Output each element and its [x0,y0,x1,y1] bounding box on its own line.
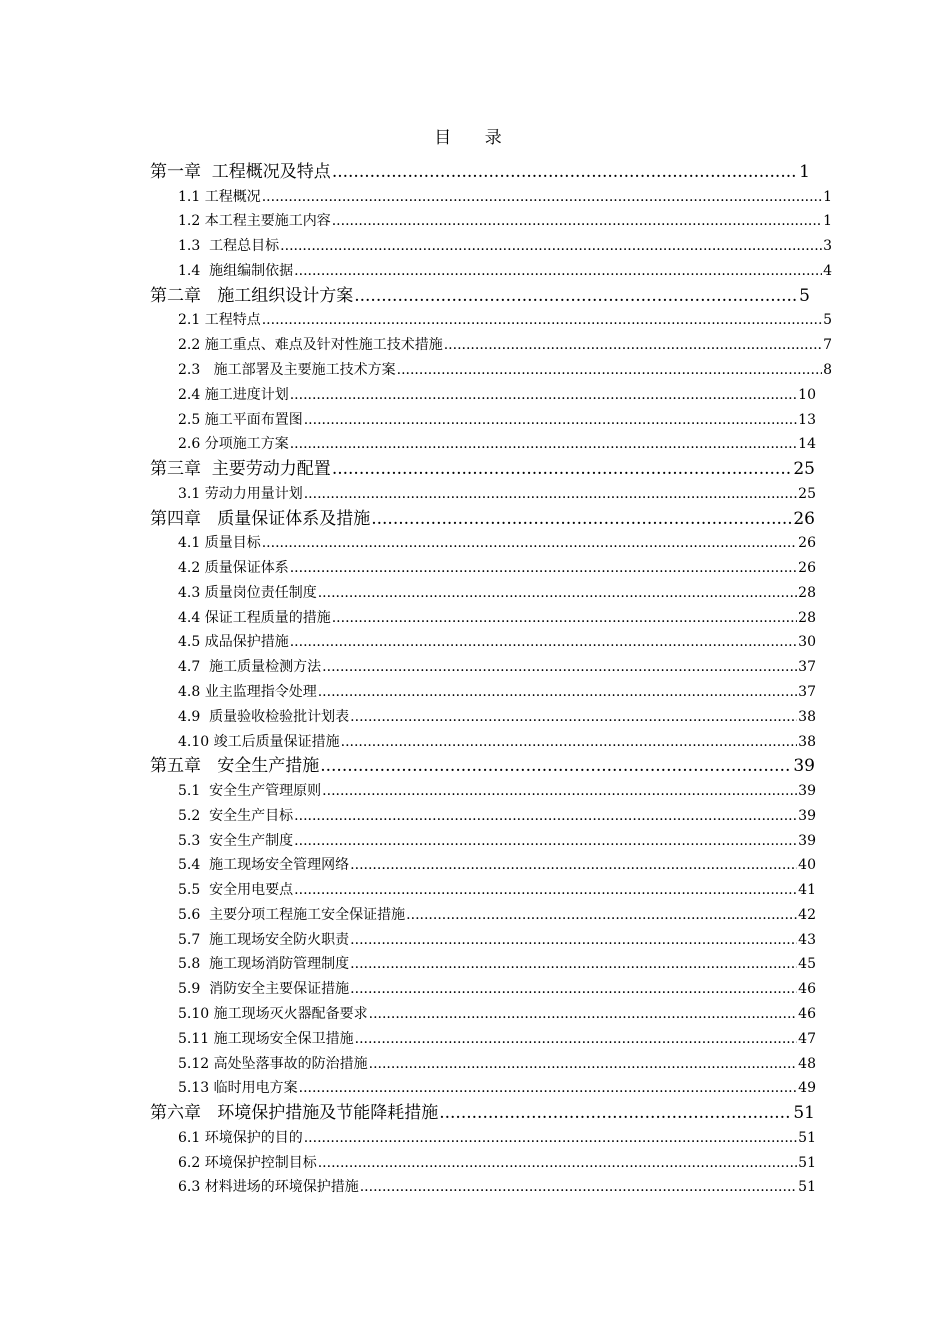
toc-section-row[interactable] [150,705,816,730]
toc-entry-label: 6.3 材料进场的环境保护措施 [178,1179,359,1196]
toc-entry-label: 第五章 安全生产措施 [150,756,320,777]
toc-dot-leader [294,259,822,284]
toc-entry-label: 2.2 施工重点、难点及针对性施工技术措施 [178,337,443,354]
toc-section-row[interactable] [150,977,816,1002]
toc-dot-leader [444,333,822,358]
toc-section-row[interactable] [150,432,816,457]
table-of-contents [150,160,832,1200]
toc-dot-leader [355,1027,798,1052]
toc-entry-label: 4.4 保证工程质量的措施 [178,609,331,626]
toc-page-number: 1 [823,213,832,230]
toc-dot-leader [280,234,822,259]
toc-entry-label: 第二章 施工组织设计方案 [150,285,354,306]
toc-page-number: 47 [798,1030,816,1047]
toc-section-row[interactable] [150,185,832,210]
toc-section-row[interactable] [150,408,816,433]
toc-dot-leader [294,878,797,903]
toc-page-number: 10 [798,386,816,403]
toc-dot-leader [290,383,797,408]
toc-dot-leader [369,1052,798,1077]
toc-section-row[interactable] [150,1076,816,1101]
toc-chapter-row[interactable] [150,507,815,532]
toc-dot-leader [304,408,797,433]
toc-section-row[interactable] [150,581,816,606]
toc-entry-label: 5.12 高处坠落事故的防治措施 [178,1055,368,1072]
toc-entry-label: 5.13 临时用电方案 [178,1080,298,1097]
toc-section-row[interactable] [150,234,832,259]
toc-chapter-row[interactable] [150,754,815,779]
toc-entry-label: 第一章 工程概况及特点 [150,162,331,182]
toc-entry-label: 5.3 安全生产制度 [178,832,294,849]
toc-entry-label: 4.7 施工质量检测方法 [178,659,322,676]
toc-entry-label: 第六章 环境保护措施及节能降耗措施 [150,1103,439,1124]
toc-dot-leader [341,730,798,755]
toc-page-number: 39 [798,807,816,824]
toc-section-row[interactable] [150,333,832,358]
toc-title: 目 录 [434,128,516,148]
toc-chapter-row[interactable] [150,284,810,309]
toc-page-number: 13 [798,411,816,428]
toc-dot-leader [262,308,822,333]
toc-dot-leader [294,804,797,829]
toc-page-number: 51 [798,1154,816,1171]
toc-page-number: 46 [798,981,816,998]
toc-entry-label: 5.5 安全用电要点 [178,882,294,899]
toc-section-row[interactable] [150,829,816,854]
toc-dot-leader [320,754,792,779]
toc-entry-label: 5.9 消防安全主要保证措施 [178,981,350,998]
toc-entry-label: 5.6 主要分项工程施工安全保证措施 [178,906,406,923]
toc-dot-leader [397,358,822,383]
toc-section-row[interactable] [150,556,816,581]
toc-page-number: 43 [798,931,816,948]
toc-page-number: 38 [798,708,816,725]
toc-page-number: 7 [823,337,832,354]
toc-section-row[interactable] [150,680,816,705]
toc-page-number: 5 [799,285,810,306]
toc-section-row[interactable] [150,1027,816,1052]
toc-entry-label: 5.2 安全生产目标 [178,807,294,824]
toc-dot-leader [354,284,798,309]
toc-page-number: 3 [823,238,832,255]
toc-dot-leader [350,952,797,977]
toc-dot-leader [406,903,797,928]
toc-entry-label: 4.1 质量目标 [178,535,261,552]
toc-dot-leader [299,1076,798,1101]
toc-dot-leader [332,160,798,185]
toc-entry-label: 2.3 施工部署及主要施工技术方案 [178,361,396,378]
toc-section-row[interactable] [150,1175,816,1200]
toc-page-number: 49 [798,1080,816,1097]
toc-dot-leader [290,432,797,457]
toc-page-number: 30 [798,634,816,651]
toc-section-row[interactable] [150,730,816,755]
toc-page-number: 39 [798,782,816,799]
toc-section-row[interactable] [150,1052,816,1077]
toc-section-row[interactable] [150,1126,816,1151]
toc-entry-label: 2.6 分项施工方案 [178,436,289,453]
toc-page-number: 51 [793,1103,815,1124]
toc-dot-leader [332,209,822,234]
toc-section-row[interactable] [150,779,816,804]
toc-section-row[interactable] [150,655,816,680]
toc-entry-label: 5.8 施工现场消防管理制度 [178,956,350,973]
toc-page-number: 39 [798,832,816,849]
toc-page-number: 26 [798,559,816,576]
toc-dot-leader [332,606,797,631]
toc-dot-leader [350,705,797,730]
toc-entry-label: 4.5 成品保护措施 [178,634,289,651]
toc-dot-leader [318,581,797,606]
toc-dot-leader [304,1126,797,1151]
toc-dot-leader [318,1151,797,1176]
toc-page-number: 5 [823,312,832,329]
toc-dot-leader [322,779,797,804]
toc-page-number: 46 [798,1006,816,1023]
toc-page-number: 41 [798,882,816,899]
toc-dot-leader [304,482,797,507]
toc-entry-label: 6.1 环境保护的目的 [178,1129,303,1146]
toc-page-number: 28 [798,584,816,601]
toc-entry-label: 5.11 施工现场安全保卫措施 [178,1030,354,1047]
toc-page-number: 14 [798,436,816,453]
toc-entry-label: 4.2 质量保证体系 [178,559,289,576]
toc-entry-label: 5.10 施工现场灭火器配备要求 [178,1006,368,1023]
toc-section-row[interactable] [150,358,832,383]
toc-section-row[interactable] [150,804,816,829]
toc-dot-leader [360,1175,797,1200]
toc-dot-leader [262,531,797,556]
toc-dot-leader [294,829,797,854]
toc-entry-label: 5.4 施工现场安全管理网络 [178,857,350,874]
toc-page-number: 1 [823,188,832,205]
toc-entry-label: 2.4 施工进度计划 [178,386,289,403]
toc-entry-label: 3.1 劳动力用量计划 [178,485,303,502]
toc-section-row[interactable] [150,308,832,333]
toc-dot-leader [318,680,797,705]
toc-page-number: 28 [798,609,816,626]
toc-dot-leader [262,185,822,210]
toc-dot-leader [322,655,797,680]
toc-page-number: 51 [798,1179,816,1196]
toc-section-row[interactable] [150,383,816,408]
toc-page-number: 37 [798,659,816,676]
toc-section-row[interactable] [150,259,832,284]
toc-section-row[interactable] [150,606,816,631]
toc-section-row[interactable] [150,1002,816,1027]
toc-entry-label: 1.3 工程总目标 [178,238,280,255]
toc-entry-label: 4.8 业主监理指令处理 [178,683,317,700]
toc-page-number: 45 [798,956,816,973]
toc-page-number: 39 [793,756,815,777]
toc-page-number: 38 [798,733,816,750]
toc-entry-label: 第四章 质量保证体系及措施 [150,508,371,529]
toc-entry-label: 2.5 施工平面布置图 [178,411,303,428]
toc-entry-label: 2.1 工程特点 [178,312,261,329]
toc-page-number: 25 [793,459,815,480]
toc-page-number: 42 [798,906,816,923]
toc-dot-leader [439,1101,792,1126]
toc-entry-label: 第三章 主要劳动力配置 [150,459,331,480]
toc-dot-leader [369,1002,798,1027]
toc-entry-label: 4.10 竣工后质量保证措施 [178,733,340,750]
toc-entry-label: 4.3 质量岗位责任制度 [178,584,317,601]
toc-chapter-row[interactable] [150,160,810,185]
toc-entry-label: 1.1 工程概况 [178,188,261,205]
toc-page-number: 1 [799,162,810,182]
toc-section-row[interactable] [150,853,816,878]
toc-section-row[interactable] [150,903,816,928]
toc-page-number: 4 [823,262,832,279]
toc-section-row[interactable] [150,531,816,556]
toc-dot-leader [332,457,793,482]
toc-section-row[interactable] [150,630,816,655]
toc-entry-label: 5.1 安全生产管理原则 [178,782,322,799]
toc-entry-label: 1.2 本工程主要施工内容 [178,213,331,230]
toc-chapter-row[interactable] [150,1101,815,1126]
toc-page-number: 40 [798,857,816,874]
toc-section-row[interactable] [150,878,816,903]
toc-chapter-row[interactable] [150,457,815,482]
toc-dot-leader [290,630,797,655]
toc-entry-label: 6.2 环境保护控制目标 [178,1154,317,1171]
toc-dot-leader [371,507,792,532]
toc-entry-label: 5.7 施工现场安全防火职责 [178,931,350,948]
toc-section-row[interactable] [150,482,816,507]
toc-page-number: 8 [823,361,832,378]
toc-entry-label: 4.9 质量验收检验批计划表 [178,708,350,725]
toc-dot-leader [290,556,797,581]
toc-section-row[interactable] [150,1151,816,1176]
toc-dot-leader [350,853,797,878]
toc-section-row[interactable] [150,209,832,234]
toc-page-number: 26 [798,535,816,552]
toc-dot-leader [350,928,797,953]
toc-page-number: 37 [798,683,816,700]
toc-dot-leader [350,977,797,1002]
toc-section-row[interactable] [150,928,816,953]
toc-page-number: 25 [798,485,816,502]
toc-page-number: 51 [798,1129,816,1146]
toc-section-row[interactable] [150,952,816,977]
toc-page-number: 26 [793,508,815,529]
toc-page-number: 48 [798,1055,816,1072]
toc-entry-label: 1.4 施组编制依据 [178,262,294,279]
